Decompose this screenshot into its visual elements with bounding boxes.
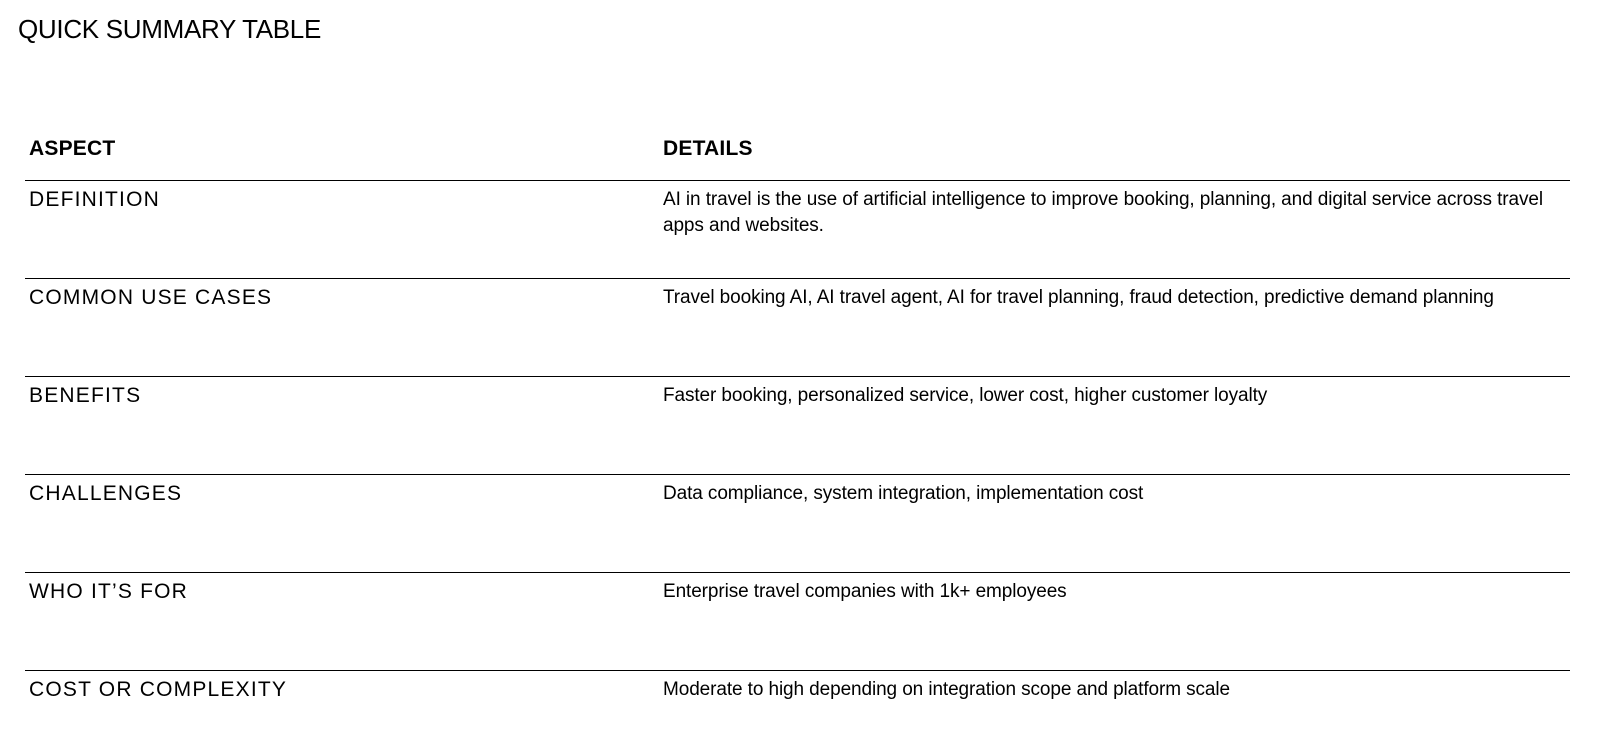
summary-table (25, 118, 1570, 731)
row-aspect: WHO IT’S FOR (29, 580, 189, 603)
row-details: Enterprise travel companies with 1k+ employees (663, 581, 1067, 602)
page-title: QUICK SUMMARY TABLE (18, 14, 322, 44)
row-details: Data compliance, system integration, implementation cost (663, 483, 1144, 504)
row-aspect: COST OR COMPLEXITY (29, 678, 288, 701)
table-header (25, 118, 1570, 181)
table-row (25, 181, 1570, 279)
row-details: Travel booking AI, AI travel agent, AI for travel planning, fraud detection, predictive demand planning (663, 287, 1494, 308)
column-header-details: DETAILS (663, 137, 753, 160)
row-aspect: BENEFITS (29, 384, 142, 407)
row-aspect: CHALLENGES (29, 482, 183, 505)
column-header-aspect: ASPECT (29, 137, 116, 160)
row-details: Moderate to high depending on integration scope and platform scale (663, 679, 1230, 700)
table-row (25, 671, 1570, 731)
row-aspect: COMMON USE CASES (29, 286, 273, 309)
row-aspect: DEFINITION (29, 188, 160, 211)
table-row (25, 377, 1570, 475)
table-row (25, 475, 1570, 573)
table-row (25, 573, 1570, 671)
row-details: AI in travel is the use of artificial intelligence to improve booking, planning, and digital service across travel apps and websites. (663, 189, 1543, 236)
row-details: Faster booking, personalized service, lower cost, higher customer loyalty (663, 385, 1268, 406)
table-row (25, 279, 1570, 377)
